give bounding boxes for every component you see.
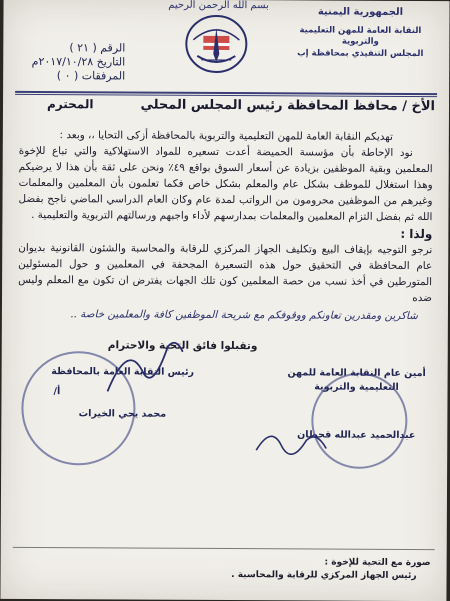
therefore-heading: ولذا : <box>400 226 433 242</box>
request-paragraph: نرجو التوجيه بإيقاف البيع وتكليف الجهاز المركزي للرقابة والمحاسبة والشئون القانونية بديوان عام المحافظة في التحقيق حول هذه التسعيرة المجحفة في المعلمين و حول المسئولين المتورطين في أخذ نسب من حصة المعلمين كون تلك الجهات يفترض ان تكون مع المعلم وليس ضده <box>18 241 433 305</box>
union-name: النقابة العامة للمهن التعليمية والتربوية <box>299 25 422 47</box>
thanks-line: شاكرين ومقدرين تعاونكم ووقوفكم مع شريحة الموظفين كافة والمعلمين خاصة .. <box>70 308 418 323</box>
head-title: رئيس النقابة العامة بالمحافظة <box>51 366 195 378</box>
cc-item: رئيس الجهاز المركزي للرقابة والمحاسبة . <box>231 570 417 582</box>
secretary-title: أمين عام النقابة العامة للمهن <box>287 367 426 380</box>
letter-body <box>18 127 433 324</box>
opening-paragraph: تهديكم النقابة العامة للمهن التعليمية والتربوية بالمحافظة أزكى التحايا ،، وبعد : <box>59 129 393 143</box>
reference-block <box>15 41 125 84</box>
context-paragraph: نود الإحاطة بأن مؤسسة الحميضة أعدت تسعيره للمواد الاستهلاكية والتي تباع للإخوة المعلمين وبقية الموظفين بزيادة عن أسعار السوق بواقع ٤٩٪ ونحن على ثقة بأن هذا لا يرضيكم وهذا استغلال للموظف بشكل عام والمعلم بشكل خاص فكما تعلمون بأن المعلمين والمعلمات وغيرهم من الموظفين محرومون من الرواتب لمدة عام وكان العام الدراسي الماضي ناجح بفضل الله ثم بفضل التزام المعلمين والمعلمات بمدارسهم لأداء واجبهم ورسالتهم التربوية والتعليمية . <box>18 144 433 224</box>
bismillah: بسم الله الرحمن الرحيم <box>168 0 269 12</box>
head-name: محمد يحي الخيرات <box>78 408 167 420</box>
secretary-title-2: التعليمية والتربوية <box>314 381 399 393</box>
country-name: الجمهورية اليمنية <box>317 6 404 18</box>
secretary-signature <box>251 420 331 460</box>
recipient-honorific: المحترم <box>46 97 94 112</box>
cc-block <box>231 556 431 583</box>
recipient-line <box>17 97 435 114</box>
letterhead-issuer <box>285 6 435 60</box>
reference-attachments: المرفقات ( ٠ ) <box>56 69 126 83</box>
head-signature <box>97 331 187 401</box>
reference-date: التاريخ ٢٠١٧/١٠/٢٨م <box>31 54 126 69</box>
reference-number: الرقم ( ٢١ ) <box>69 41 126 55</box>
secretary-name: عبدالحميد عبدالله قحطان <box>297 429 416 441</box>
footer-divider <box>13 547 435 550</box>
closing-line: وتقبلوا فائق التحية والاحترام <box>107 339 258 353</box>
head-mark: أ/ <box>53 386 61 398</box>
recipient: الأخ / محافظ المحافظة رئيس المجلس المحلي <box>140 97 436 115</box>
council-name: المجلس التنفيذي بمحافظة إب <box>297 48 424 60</box>
cc-heading: صورة مع التحية للإخوة : <box>324 557 431 569</box>
union-logo-icon <box>181 10 251 78</box>
